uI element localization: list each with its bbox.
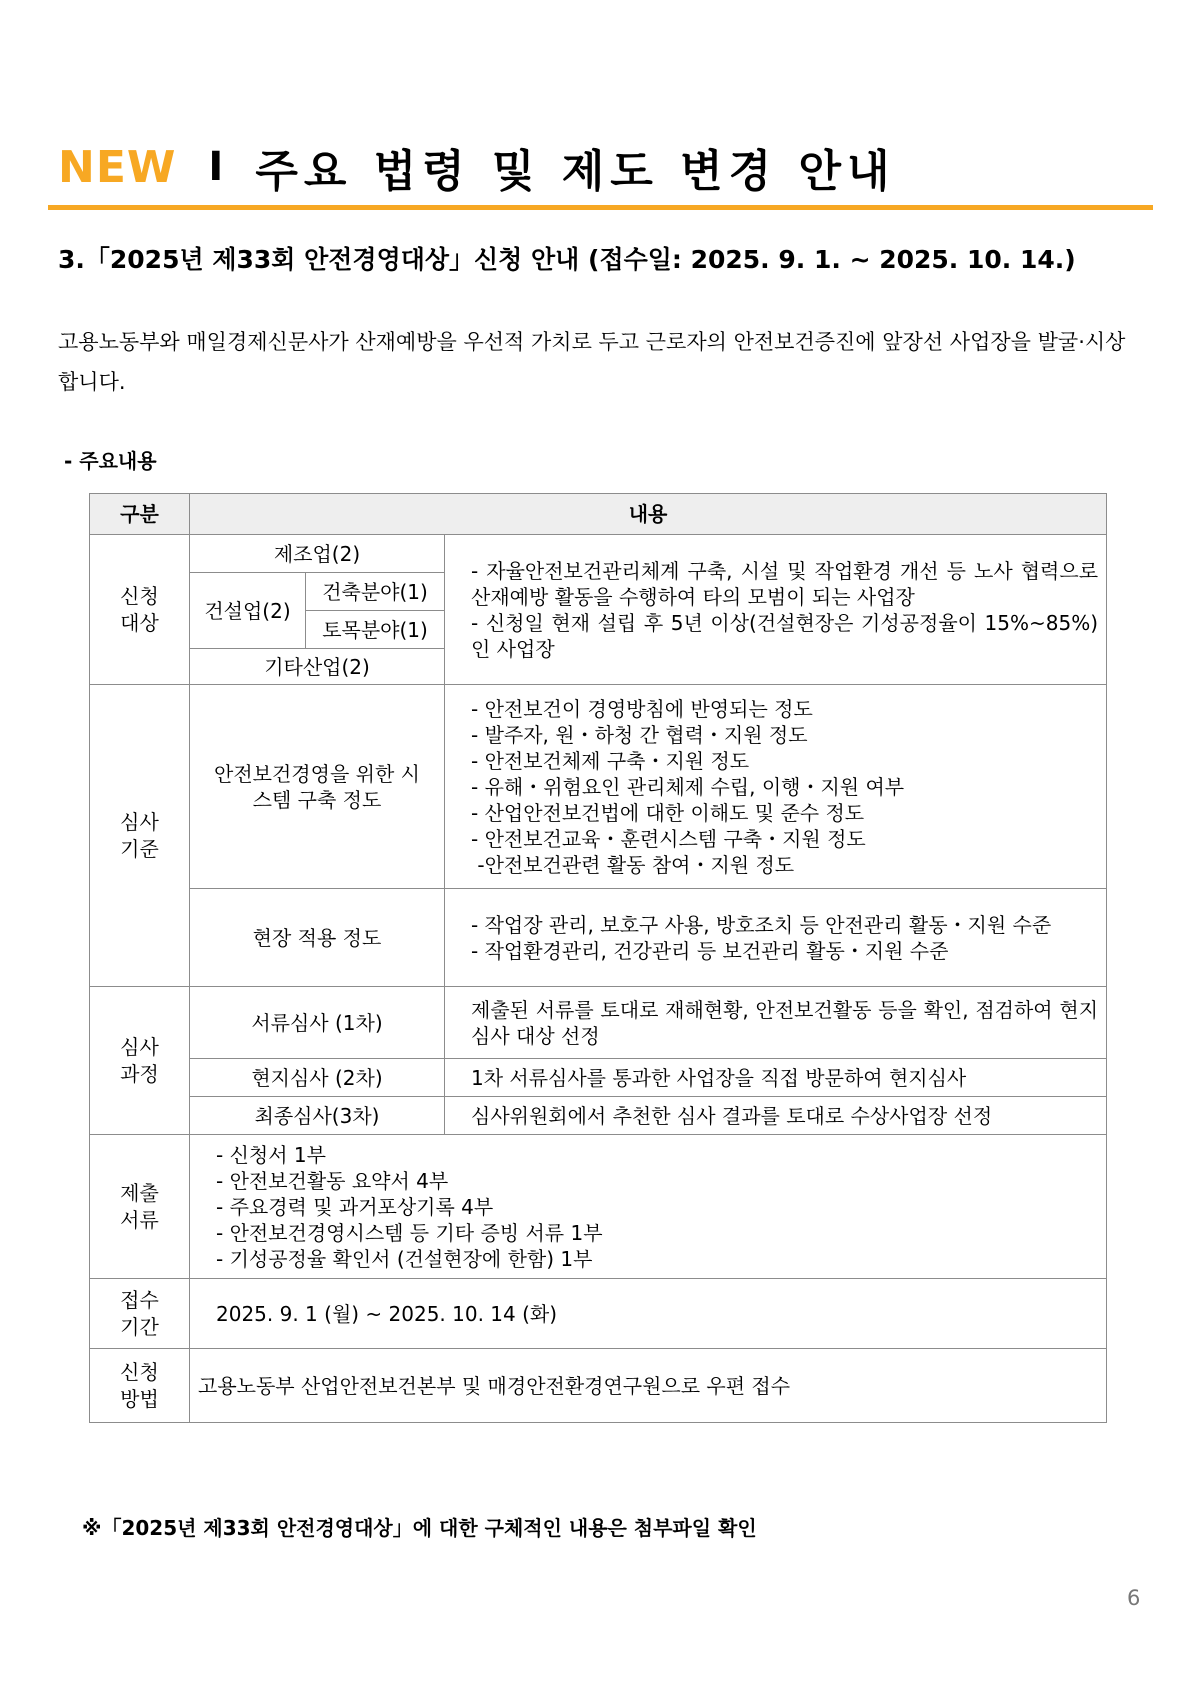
table-row <box>90 987 1107 1059</box>
list-item: - 작업환경관리, 건강관리 등 보건관리 활동・지원 수준 <box>471 938 949 963</box>
process-stage-2: 현지심사 (2차) <box>190 1059 445 1097</box>
list-item: - 주요경력 및 과거포상기록 4부 <box>216 1194 494 1219</box>
subheading: - 주요내용 <box>64 449 157 473</box>
target-manufacturing: 제조업(2) <box>190 535 445 573</box>
method-value: 고용노동부 산업안전보건본부 및 매경안전환경연구원으로 우편 접수 <box>190 1349 1107 1423</box>
table-row <box>90 1279 1107 1349</box>
process-content-3: 심사위원회에서 추천한 심사 결과를 토대로 수상사업장 선정 <box>445 1097 1107 1135</box>
header-content: 내용 <box>190 494 1107 535</box>
list-item: -안전보건관련 활동 참여・지원 정도 <box>471 852 795 877</box>
documents-items <box>190 1135 1107 1279</box>
list-item: - 안전보건이 경영방침에 반영되는 정도 <box>471 696 813 721</box>
list-item: - 안전보건활동 요약서 4부 <box>216 1168 449 1193</box>
section-title: 3.「2025년 제33회 안전경영대상」신청 안내 (접수일: 2025. 9. 1. ~ 2025. 10. 14.) <box>58 245 1076 274</box>
process-content-1: 제출된 서류를 토대로 재해현황, 안전보건활동 등을 확인, 점검하여 현지 심사 대상 선정 <box>445 987 1107 1059</box>
list-item: - 작업장 관리, 보호구 사용, 방호조치 등 안전관리 활동・지원 수준 <box>471 912 1052 937</box>
table-row <box>90 889 1107 987</box>
list-item: - 신청서 1부 <box>216 1142 326 1167</box>
footnote: ※「2025년 제33회 안전경영대상」에 대한 구체적인 내용은 첨부파일 확인 <box>82 1516 757 1540</box>
intro-paragraph: 고용노동부와 매일경제신문사가 산재예방을 우선적 가치로 두고 근로자의 안전보건증진에 앞장선 사업장을 발굴·시상합니다. <box>58 330 1126 394</box>
process-stage-1: 서류심사 (1차) <box>190 987 445 1059</box>
criteria-system-items <box>445 685 1107 889</box>
process-stage-3: 최종심사(3차) <box>190 1097 445 1135</box>
table-row <box>90 1135 1107 1279</box>
method-category: 신청 방법 <box>90 1349 190 1423</box>
table-row <box>90 1349 1107 1423</box>
page-number: 6 <box>1127 1586 1141 1610</box>
header-separator: I <box>208 144 224 190</box>
list-item: - 발주자, 원・하청 간 협력・지원 정도 <box>471 722 808 747</box>
criteria-field-items <box>445 889 1107 987</box>
table-row <box>90 1097 1107 1135</box>
header-category: 구분 <box>90 494 190 535</box>
table-row <box>90 1059 1107 1097</box>
process-category: 심사 과정 <box>90 987 190 1135</box>
list-item: - 유해・위험요인 관리체제 수립, 이행・지원 여부 <box>471 774 905 799</box>
table-row <box>90 535 1107 573</box>
target-content-1: - 자율안전보건관리체계 구축, 시설 및 작업환경 개선 등 노사 협력으로 산재예방 활동을 수행하여 타의 모범이 되는 사업장 <box>471 558 1099 609</box>
list-item: - 안전보건체제 구축・지원 정도 <box>471 748 750 773</box>
criteria-field-label: 현장 적용 정도 <box>190 889 445 987</box>
header-rule <box>48 205 1153 210</box>
page-title: 주요 법령 및 제도 변경 안내 <box>255 146 896 197</box>
page-header <box>58 132 895 202</box>
criteria-category: 심사 기준 <box>90 685 190 987</box>
list-item: - 산업안전보건법에 대한 이해도 및 준수 정도 <box>471 800 865 825</box>
target-content <box>445 535 1107 685</box>
target-category: 신청 대상 <box>90 535 190 685</box>
target-construction: 건설업(2) <box>190 573 306 649</box>
period-value: 2025. 9. 1 (월) ~ 2025. 10. 14 (화) <box>190 1279 1107 1349</box>
list-item: - 기성공정율 확인서 (건설현장에 한함) 1부 <box>216 1246 593 1271</box>
table-row <box>90 685 1107 889</box>
list-item: - 안전보건교육・훈련시스템 구축・지원 정도 <box>471 826 866 851</box>
target-other: 기타산업(2) <box>190 649 445 685</box>
list-item: - 안전보건경영시스템 등 기타 증빙 서류 1부 <box>216 1220 603 1245</box>
main-table <box>89 493 1107 1423</box>
process-content-2: 1차 서류심사를 통과한 사업장을 직접 방문하여 현지심사 <box>445 1059 1107 1097</box>
period-category: 접수 기간 <box>90 1279 190 1349</box>
target-civil: 토목분야(1) <box>306 611 445 649</box>
target-content-2: - 신청일 현재 설립 후 5년 이상(건설현장은 기성공정율이 15%~85%)인 사업장 <box>471 610 1099 661</box>
criteria-system-label: 안전보건경영을 위한 시스템 구축 정도 <box>190 685 445 889</box>
documents-category: 제출 서류 <box>90 1135 190 1279</box>
target-building: 건축분야(1) <box>306 573 445 611</box>
new-label: NEW <box>58 141 177 193</box>
table-header-row <box>90 494 1107 535</box>
